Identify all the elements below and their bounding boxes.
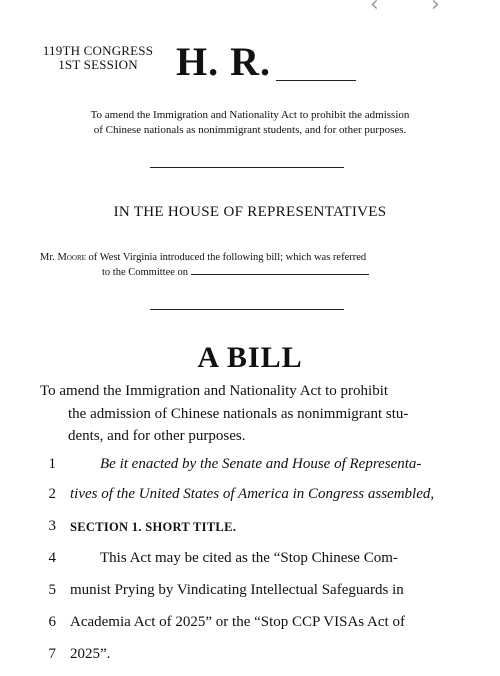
committee-label: to the Committee on bbox=[102, 267, 189, 278]
intro-suffix: of West Virginia introduced the following bill; which was referred bbox=[85, 252, 367, 263]
bill-purpose-line: the admission of Chinese nationals as nonimmigrant stu- bbox=[68, 405, 409, 422]
bill-id-title: H. R. bbox=[176, 39, 271, 84]
introduction-text bbox=[40, 250, 460, 280]
divider bbox=[150, 309, 344, 310]
line-number: 6 bbox=[48, 614, 56, 630]
chevron-right-icon[interactable]: › bbox=[431, 0, 440, 17]
bill-line bbox=[0, 614, 500, 644]
enacting-clause: tives of the United States of America in Congress assembled, bbox=[70, 486, 435, 502]
line-number: 4 bbox=[48, 550, 56, 566]
section-text: This Act may be cited as the “Stop Chinese Com- bbox=[100, 550, 398, 566]
chamber-heading: IN THE HOUSE OF REPRESENTATIVES bbox=[113, 204, 387, 220]
line-number: 1 bbox=[48, 456, 56, 472]
committee-blank bbox=[191, 273, 369, 275]
bill-purpose bbox=[40, 380, 460, 448]
bill-line bbox=[0, 456, 500, 486]
line-number: 7 bbox=[48, 646, 56, 662]
bill-line bbox=[0, 486, 500, 516]
chevron-left-icon[interactable]: ‹ bbox=[370, 0, 379, 17]
bill-line bbox=[0, 550, 500, 580]
line-number: 5 bbox=[48, 582, 56, 598]
line-number: 2 bbox=[48, 486, 56, 502]
sponsor-name: Moore bbox=[57, 252, 86, 263]
bill-line bbox=[0, 518, 500, 548]
bill-number-blank bbox=[276, 80, 356, 81]
enacting-clause: Be it enacted by the Senate and House of Representa- bbox=[100, 456, 422, 472]
purpose-summary bbox=[40, 108, 460, 138]
section-text: 2025”. bbox=[70, 646, 111, 662]
bill-purpose-line: dents, and for other purposes. bbox=[68, 428, 246, 444]
session-label: 1ST SESSION bbox=[58, 57, 138, 72]
bill-heading: A BILL bbox=[197, 341, 303, 374]
section-heading: SECTION 1. SHORT TITLE. bbox=[70, 520, 237, 534]
section-text: Academia Act of 2025” or the “Stop CCP VISAs Act of bbox=[70, 614, 405, 630]
congress-label: 119TH CONGRESS bbox=[42, 43, 154, 58]
purpose-summary-line: To amend the Immigration and Nationality Act to prohibit the admission bbox=[90, 109, 410, 121]
bill-purpose-line: To amend the Immigration and Nationality Act to prohibit bbox=[40, 383, 389, 399]
line-number: 3 bbox=[48, 518, 56, 534]
divider bbox=[150, 167, 344, 168]
intro-prefix: Mr. bbox=[40, 252, 58, 263]
section-text: munist Prying by Vindicating Intellectual Safeguards in bbox=[70, 582, 404, 598]
congress-session-block bbox=[38, 44, 158, 72]
bill-line bbox=[0, 582, 500, 612]
purpose-summary-line: of Chinese nationals as nonimmigrant students, and for other purposes. bbox=[93, 124, 407, 136]
